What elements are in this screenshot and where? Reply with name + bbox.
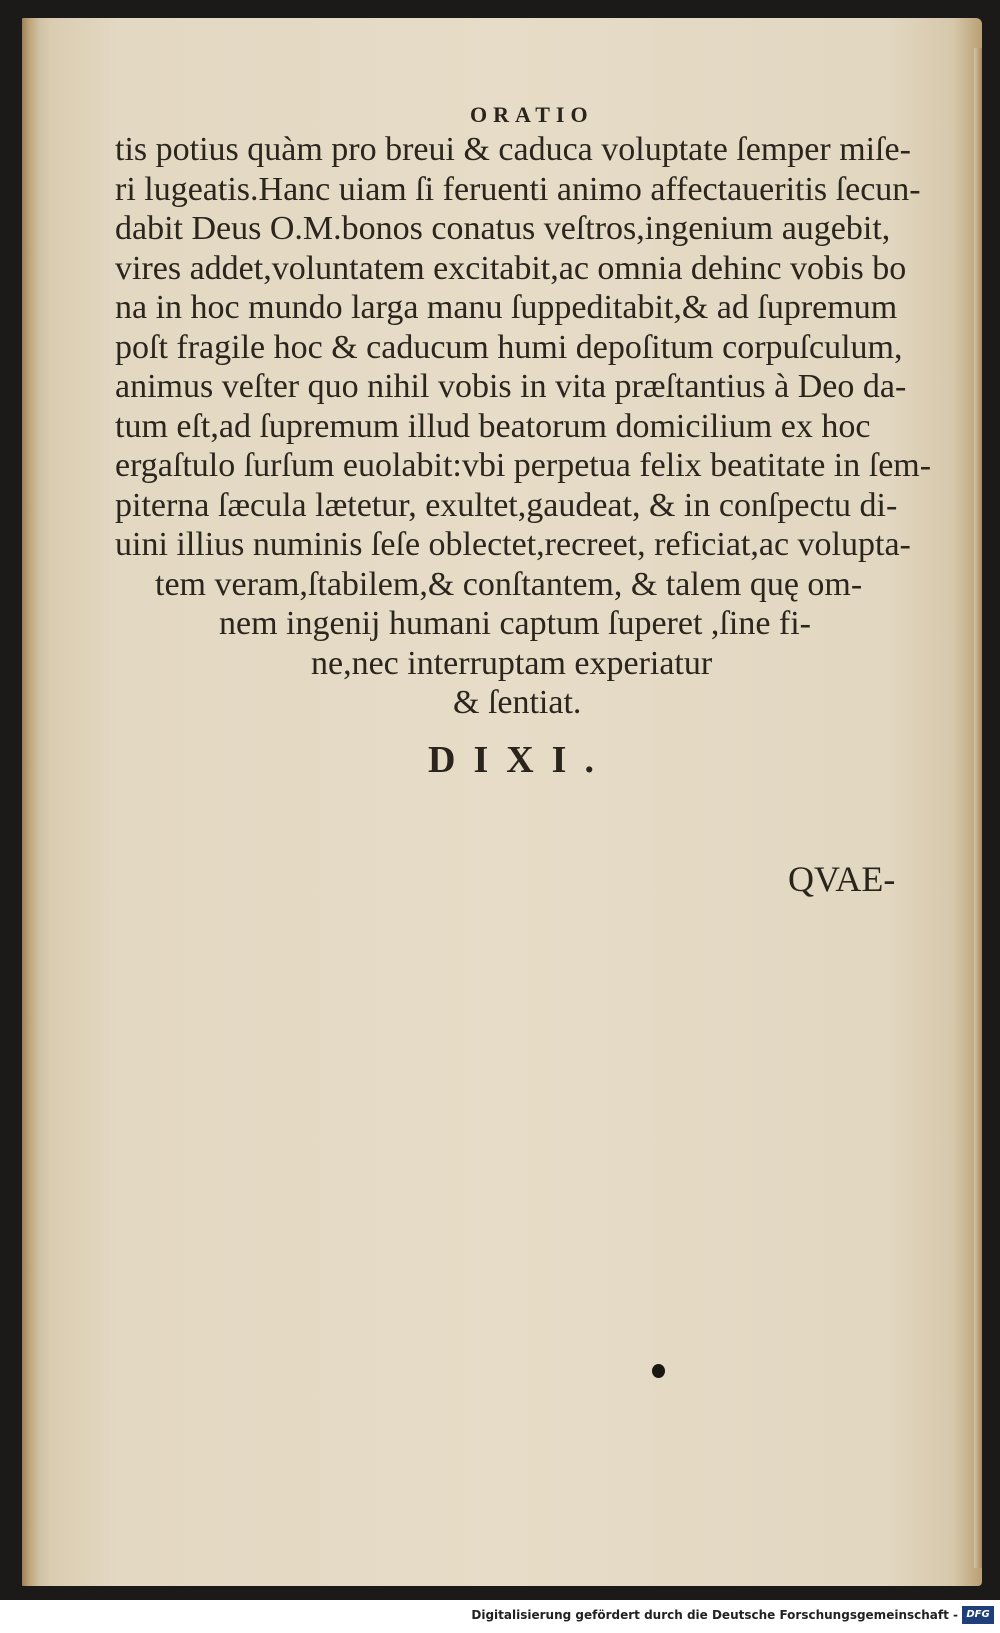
text-line: ne,nec interruptam experiatur: [311, 644, 713, 682]
text-line: vires addet,voluntatem excitabit,ac omnia dehinc vobis bo: [115, 249, 907, 287]
footer-bar: [0, 1600, 1000, 1633]
dfg-logo-icon: DFG: [962, 1606, 994, 1624]
text-line: tis potius quàm pro breui & caduca voluptate ſemper miſe-: [115, 131, 911, 168]
page-gutter-shadow: [22, 18, 40, 1586]
footer-credit: Digitalisierung gefördert durch die Deutsche Forschungsgemeinschaft -: [471, 1608, 958, 1622]
text-line: ri lugeatis.Hanc uiam ſi feruenti animo affectaueritis ſecun-: [115, 170, 921, 208]
text-line: dabit Deus O.M.bonos conatus veſtros,ingenium augebit,: [115, 210, 891, 247]
text-line: piterna ſæcula lætetur, exultet,gaudeat, & in conſpectu di-: [115, 486, 898, 524]
text-line: tum eſt,ad ſupremum illud beatorum domicilium ex hoc: [115, 407, 871, 445]
text-line: poſt fragile hoc & caducum humi depoſitum corpuſculum,: [115, 328, 903, 366]
text-line: uini illius numinis ſeſe oblectet,recreet, reficiat,ac volupta-: [115, 526, 911, 563]
text-line: nem ingenij humani captum ſuperet ,ſine fi-: [219, 605, 811, 642]
body-text: [115, 130, 945, 723]
catchword: QVAE-: [788, 859, 896, 899]
page-right-edge: [974, 48, 982, 1568]
closing-word: DIXI.: [428, 739, 612, 781]
running-head: ORATIO: [470, 102, 594, 127]
text-line: & ſentiat.: [453, 684, 582, 721]
ink-dot: [652, 1364, 665, 1378]
text-line: tem veram,ſtabilem,& conſtantem, & talem quę om-: [155, 565, 863, 603]
text-line: ergaſtulo ſurſum euolabit:vbi perpetua felix beatitate in ſem-: [115, 447, 932, 484]
text-line: animus veſter quo nihil vobis in vita præſtantius à Deo da-: [115, 368, 907, 405]
text-line: na in hoc mundo larga manu ſuppeditabit,& ad ſupremum: [115, 289, 898, 326]
